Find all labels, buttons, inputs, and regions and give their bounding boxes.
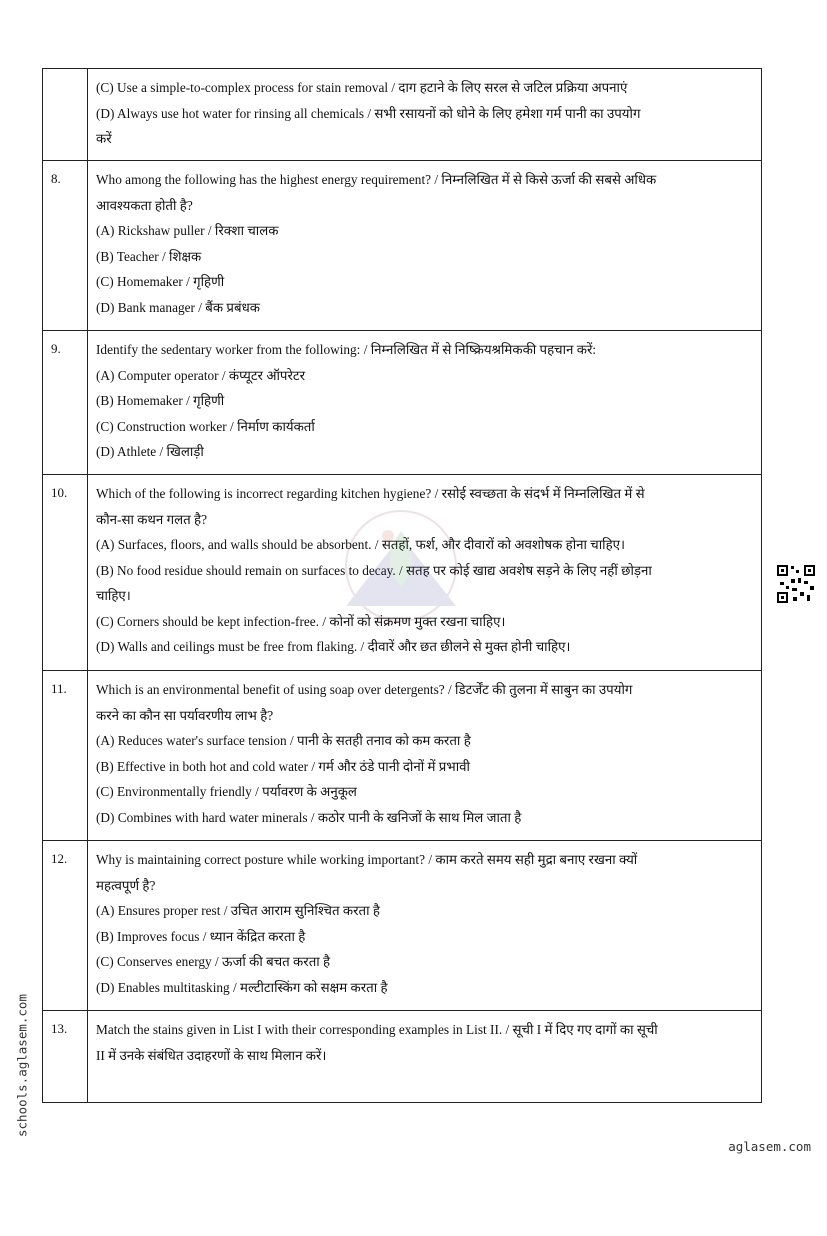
question-number — [43, 69, 88, 161]
option-text: (C) Conserves energy / ऊर्जा की बचत करता है — [96, 954, 331, 969]
question-number: 8. — [43, 161, 88, 331]
option-text: (A) Reduces water's surface tension / पानी के सतही तनाव को कम करता है — [96, 733, 471, 748]
option-text: (B) Effective in both hot and cold water / गर्म और ठंडे पानी दोनों में प्रभावी — [96, 758, 470, 774]
option-text: (A) Ensures proper rest / उचित आराम सुनिश्चित करता है — [96, 903, 380, 918]
question-row — [43, 69, 762, 161]
option-text: II में उनके संबंधित उदाहरणों के साथ मिलान करें। — [96, 1047, 327, 1063]
question-content — [88, 841, 762, 1011]
option-text: (C) Construction worker / निर्माण कार्यकर्ता — [96, 418, 315, 434]
question-text: Which of the following is incorrect regarding kitchen hygiene? / रसोई स्वच्छता के संदर्भ में निम्नलिखित में से — [96, 486, 645, 501]
question-row — [43, 331, 762, 475]
option-text: करने का कौन सा पर्यावरणीय लाभ है? — [96, 707, 274, 723]
option-text: (D) Bank manager / बैंक प्रबंधक — [96, 299, 260, 315]
question-number: 10. — [43, 475, 88, 671]
option-text: महत्वपूर्ण है? — [96, 877, 156, 893]
question-number: 13. — [43, 1011, 88, 1103]
option-text: (B) No food residue should remain on surfaces to decay. / सतह पर कोई खाद्य अवशेष सड़ने के लिए नहीं छोड़ना — [96, 562, 652, 578]
option-text: आवश्यकता होती है? — [96, 197, 193, 213]
question-text: Match the stains given in List I with their corresponding examples in List II. / सूची I में दिए गए दागों का सूची — [96, 1022, 658, 1037]
question-content — [88, 1011, 762, 1103]
option-text: कौन-सा कथन गलत है? — [96, 511, 208, 527]
question-number: 12. — [43, 841, 88, 1011]
option-text: (D) Enables multitasking / मल्टीटास्किंग को सक्षम करता है — [96, 979, 388, 995]
question-text: Who among the following has the highest energy requirement? / निम्नलिखित में से किसे ऊर्जा की सबसे अधिक — [96, 172, 657, 187]
option-text: (C) Homemaker / गृहिणी — [96, 274, 225, 289]
option-text: (C) Corners should be kept infection-free. / कोनों को संक्रमण मुक्त रखना चाहिए। — [96, 613, 506, 629]
side-watermark: schools.aglasem.com — [14, 994, 30, 1137]
option-text: (B) Teacher / शिक्षक — [96, 248, 202, 264]
option-text: (C) Environmentally friendly / पर्यावरण के अनुकूल — [96, 784, 357, 799]
question-number: 9. — [43, 331, 88, 475]
qr-code-icon[interactable] — [776, 564, 816, 604]
option-text: करें — [96, 131, 112, 146]
question-number: 11. — [43, 671, 88, 841]
question-text: Identify the sedentary worker from the following: / निम्नलिखित में से निष्क्रियश्रमिककी पहचान करें: — [96, 342, 597, 357]
option-text: (A) Computer operator / कंप्यूटर ऑपरेटर — [96, 367, 306, 383]
option-text: (B) Homemaker / गृहिणी — [96, 393, 225, 408]
footer-watermark: aglasem.com — [728, 1139, 811, 1154]
question-content — [88, 671, 762, 841]
question-text: (C) Use a simple-to-complex process for stain removal / दाग हटाने के लिए सरल से जटिल प्रक्रिया अपनाएं — [96, 80, 628, 95]
option-text: चाहिए। — [96, 588, 131, 603]
option-text: (A) Rickshaw puller / रिक्शा चालक — [96, 223, 279, 238]
option-text: (D) Always use hot water for rinsing all chemicals / सभी रसायनों को धोने के लिए हमेशा गर्म पानी का उपयोग — [96, 105, 641, 121]
option-text: (D) Walls and ceilings must be free from flaking. / दीवारें और छत छीलने से मुक्त होनी चाहिए। — [96, 639, 571, 654]
option-text: (D) Athlete / खिलाड़ी — [96, 444, 204, 459]
question-content — [88, 331, 762, 475]
question-row — [43, 671, 762, 841]
question-row — [43, 841, 762, 1011]
icert-seal-watermark — [326, 496, 476, 646]
question-row — [43, 161, 762, 331]
option-text: (A) Surfaces, floors, and walls should be absorbent. / सतहों, फर्श, और दीवारों को अवशोषक होना चाहिए। — [96, 537, 626, 552]
option-text: (D) Combines with hard water minerals / कठोर पानी के खनिजों के साथ मिल जाता है — [96, 809, 522, 825]
question-text: Which is an environmental benefit of using soap over detergents? / डिटर्जेंट की तुलना में साबुन का उपयोग — [96, 682, 633, 697]
question-text: Why is maintaining correct posture while working important? / काम करते समय सही मुद्रा बनाए रखना क्यों — [96, 852, 638, 867]
option-text: (B) Improves focus / ध्यान केंद्रित करता है — [96, 928, 306, 944]
question-content — [88, 161, 762, 331]
question-row — [43, 1011, 762, 1103]
question-content — [88, 69, 762, 161]
